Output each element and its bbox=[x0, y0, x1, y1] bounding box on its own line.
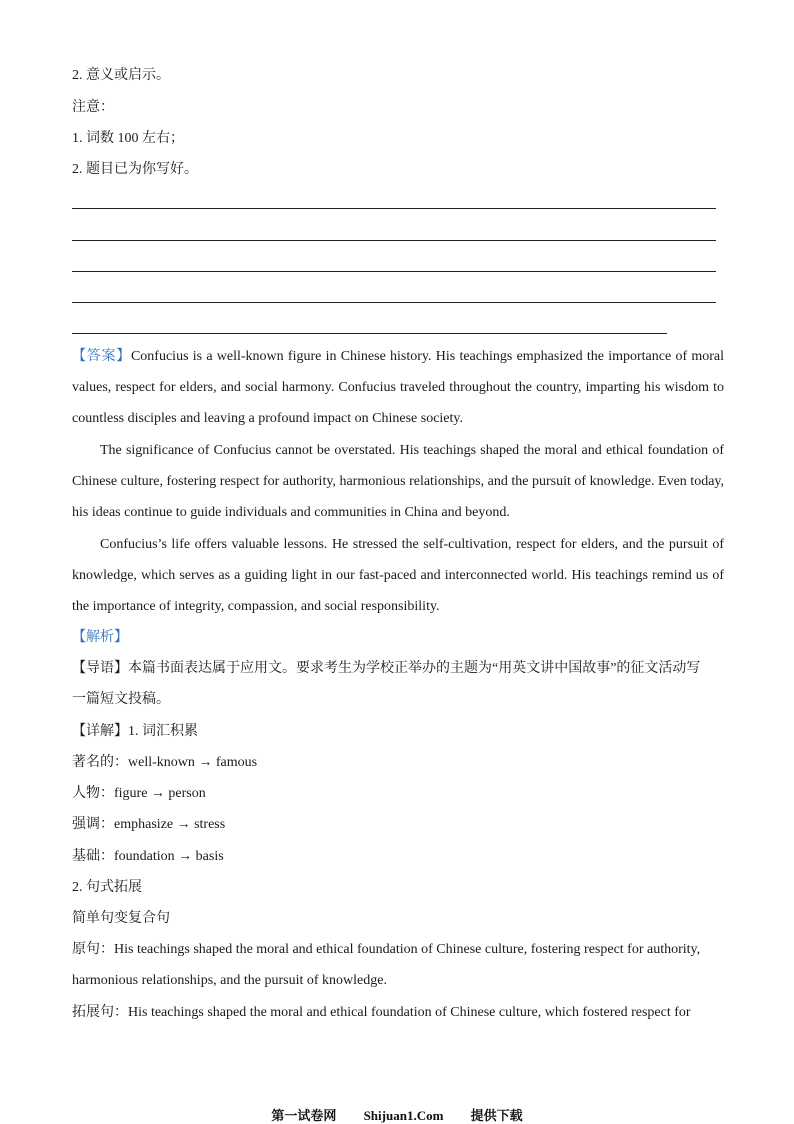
original-sentence-line-1 bbox=[72, 940, 700, 960]
section-2-title: 2. 句式拓展 bbox=[72, 880, 142, 895]
detail-title: 1. 词汇积累 bbox=[128, 724, 198, 739]
analysis-label: 【解析】 bbox=[72, 630, 128, 645]
expanded-text-1: His teachings shaped the moral and ethical foundation of Chinese culture, which fostered respect for bbox=[128, 1005, 691, 1020]
section-2-subtitle: 简单句变复合句 bbox=[72, 911, 170, 926]
answer-paragraph-2: The significance of Confucius cannot be overstated. His teachings shaped the moral and ethical foundation of Chinese culture, fostering respect for authority, harmonious relationships, and the pursuit of knowledge. Even today, his ideas continue to guide individuals and communities in China and beyond. bbox=[72, 443, 724, 521]
guide-label: 【导语】 bbox=[72, 661, 128, 676]
original-text-1: His teachings shaped the moral and ethical foundation of Chinese culture, fostering respect for authority, bbox=[114, 942, 701, 957]
footer-site-en: Shijuan1.Com bbox=[363, 1108, 444, 1123]
detail-label: 【详解】 bbox=[72, 724, 128, 739]
original-sentence-line-2: harmonious relationships, and the pursuit of knowledge. bbox=[72, 973, 387, 988]
answer-blank-line bbox=[72, 333, 667, 334]
prompt-item-2: 2. 意义或启示。 bbox=[72, 68, 170, 83]
answer-paragraph-3: Confucius’s life offers valuable lessons. He stressed the self-cultivation, respect for elders, and the pursuit of knowledge, which serves as a guiding light in our fast-paced and interconnected world. His teachings remind us of the importance of integrity, compassion, and social responsibility. bbox=[72, 537, 724, 615]
guide-text: 本篇书面表达属于应用文。要求考生为学校正举办的主题为“用英文讲中国故事”的征文活动写 bbox=[128, 661, 701, 676]
vocab-item: 基础：foundation → basis bbox=[72, 849, 224, 864]
expanded-label: 拓展句： bbox=[72, 1005, 128, 1020]
answer-blank-line bbox=[72, 240, 716, 241]
note-item-2: 2. 题目已为你写好。 bbox=[72, 162, 198, 177]
answer-paragraph-1 bbox=[72, 341, 724, 435]
guide-line-2: 一篇短文投稿。 bbox=[72, 692, 170, 707]
answer-label: 【答案】 bbox=[72, 349, 131, 364]
note-item-1: 1. 词数 100 左右； bbox=[72, 131, 184, 146]
guide-line-1 bbox=[72, 659, 700, 679]
vocab-item: 著名的：well-known → famous bbox=[72, 755, 258, 770]
answer-blank-line bbox=[72, 208, 716, 209]
original-label: 原句： bbox=[72, 942, 114, 957]
footer-action: 提供下载 bbox=[470, 1108, 523, 1123]
page-footer bbox=[0, 1105, 794, 1124]
answer-blank-line bbox=[72, 271, 716, 272]
footer-site-cn: 第一试卷网 bbox=[271, 1108, 337, 1123]
vocab-item: 人物：figure → person bbox=[72, 786, 206, 801]
answer-paragraph-1-text: Confucius is a well-known figure in Chinese history. His teachings emphasized the importance of moral values, respect for elders, and social harmony. Confucius traveled throughout the country, imparting his wisdom to countless disciples and leaving a profound impact on Chinese society. bbox=[72, 349, 724, 427]
expanded-sentence-line-1 bbox=[72, 1003, 691, 1023]
vocab-item: 强调：emphasize → stress bbox=[72, 817, 226, 832]
detail-heading bbox=[72, 722, 198, 742]
note-label: 注意： bbox=[72, 100, 114, 115]
answer-blank-line bbox=[72, 302, 716, 303]
